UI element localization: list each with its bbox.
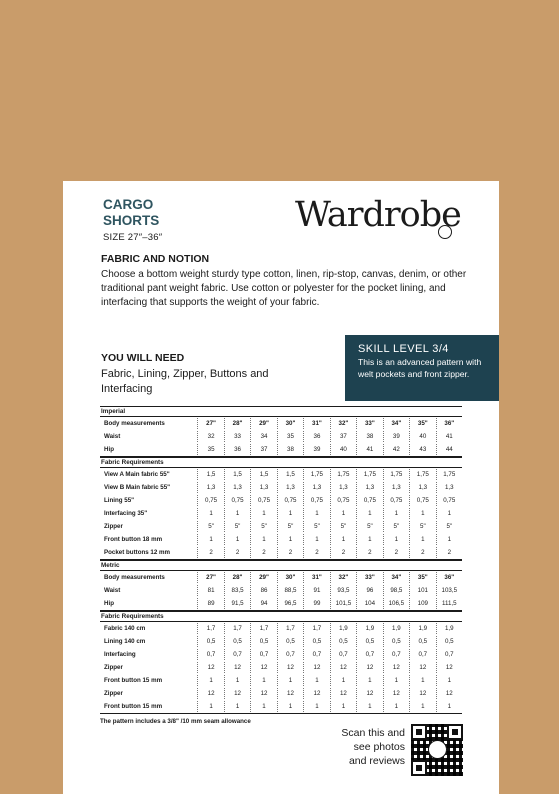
table-cell: 12 [436, 688, 462, 699]
table-cell: 0,7 [436, 649, 462, 660]
table-cell: 1,75 [436, 469, 462, 480]
row-label: Pocket buttons 12 mm [104, 549, 171, 556]
skill-text: This is an advanced pattern with welt pockets and front zipper. [358, 357, 482, 379]
table-cell: 2 [277, 547, 303, 558]
table-cell: 1 [383, 701, 409, 712]
table-cell: 12 [356, 688, 382, 699]
table-cell: 83,5 [224, 585, 250, 596]
table-cell: 0,75 [197, 495, 223, 506]
table-cell: 1 [250, 675, 276, 686]
scan-line-3: and reviews [348, 755, 405, 767]
pattern-envelope-card [63, 181, 499, 794]
table-cell: 91,5 [224, 598, 250, 609]
table-cell: 1 [409, 534, 435, 545]
table-row [100, 533, 462, 546]
skill-level-box [345, 335, 499, 401]
row-label: Front button 15 mm [104, 677, 163, 684]
table-cell: 0,75 [383, 495, 409, 506]
table-cell: 96 [356, 585, 382, 596]
table-cell: 5" [197, 521, 223, 532]
table-cell: 1 [277, 701, 303, 712]
table-row [100, 520, 462, 533]
table-cell: 12 [330, 688, 356, 699]
table-cell: 1,3 [383, 482, 409, 493]
table-cell: 1 [303, 675, 329, 686]
table-cell: 2 [197, 547, 223, 558]
table-row [100, 674, 462, 687]
table-cell: 1,3 [356, 482, 382, 493]
table-cell: 0,5 [330, 636, 356, 647]
table-section [100, 468, 462, 560]
row-label: Front button 15 mm [104, 703, 163, 710]
table-cell: 1 [197, 534, 223, 545]
table-section-header: Imperial [100, 406, 462, 417]
table-cell: 0,5 [383, 636, 409, 647]
table-row [100, 622, 462, 635]
row-label: Front button 18 mm [104, 536, 163, 543]
table-cell: 1 [383, 508, 409, 519]
seam-allowance-note: The pattern includes a 3/8" /10 mm seam allowance [100, 718, 251, 725]
table-cell: 1,7 [197, 623, 223, 634]
size-range: SIZE 27″–36″ [103, 232, 163, 243]
table-cell: 1,75 [409, 469, 435, 480]
table-cell: 1 [197, 508, 223, 519]
need-heading: YOU WILL NEED [101, 352, 185, 364]
table-cell: 36" [436, 418, 462, 429]
table-cell: 12 [303, 688, 329, 699]
table-cell: 94 [250, 598, 276, 609]
table-cell: 27" [197, 572, 223, 583]
table-row [100, 507, 462, 520]
fabric-text: Choose a bottom weight sturdy type cotton, linen, rip-stop, canvas, denim, or other traditional pant weight fabric. Use cotton or polyester for the pocket lining, and interfacing that supports the weight of your fabric. [101, 269, 467, 308]
table-cell: 1 [356, 508, 382, 519]
table-row [100, 481, 462, 494]
table-cell: 0,7 [330, 649, 356, 660]
table-cell: 0,7 [197, 649, 223, 660]
table-cell: 109 [409, 598, 435, 609]
table-cell: 98,5 [383, 585, 409, 596]
table-cell: 39 [383, 431, 409, 442]
table-cell: 103,5 [436, 585, 462, 596]
table-cell: 1,9 [383, 623, 409, 634]
table-cell: 29" [250, 418, 276, 429]
table-cell: 38 [356, 431, 382, 442]
table-cell: 111,5 [436, 598, 462, 609]
need-text: Fabric, Lining, Zipper, Buttons and Interfacing [101, 368, 269, 395]
table-cell: 1 [224, 675, 250, 686]
table-cell: 5" [277, 521, 303, 532]
table-cell: 2 [250, 547, 276, 558]
table-cell: 1 [277, 534, 303, 545]
table-cell: 1,3 [277, 482, 303, 493]
table-cell: 1 [224, 534, 250, 545]
table-cell: 12 [303, 662, 329, 673]
table-cell: 34" [383, 418, 409, 429]
table-cell: 29" [250, 572, 276, 583]
table-cell: 2 [383, 547, 409, 558]
title-line-1: CARGO [103, 197, 154, 212]
table-cell: 35" [409, 418, 435, 429]
table-cell: 0,5 [356, 636, 382, 647]
table-cell: 0,75 [330, 495, 356, 506]
qr-logo-icon [428, 740, 447, 759]
qr-eye-icon [411, 724, 427, 740]
table-cell: 12 [330, 662, 356, 673]
row-label: Zipper [104, 690, 123, 697]
table-cell: 2 [224, 547, 250, 558]
table-cell: 1 [330, 534, 356, 545]
table-cell: 38 [277, 444, 303, 455]
qr-eye-icon [447, 724, 463, 740]
table-cell: 36 [224, 444, 250, 455]
table-cell: 36" [436, 572, 462, 583]
table-cell: 0,5 [250, 636, 276, 647]
scan-text [323, 726, 405, 768]
table-cell: 12 [197, 688, 223, 699]
table-cell: 0,7 [250, 649, 276, 660]
table-cell: 12 [250, 688, 276, 699]
scan-line-1: Scan this and [341, 727, 405, 739]
table-cell: 5" [356, 521, 382, 532]
table-cell: 1,5 [250, 469, 276, 480]
brand-badge-icon [438, 225, 452, 239]
table-cell: 0,75 [277, 495, 303, 506]
table-cell: 1,9 [330, 623, 356, 634]
table-cell: 12 [409, 662, 435, 673]
table-cell: 33" [356, 572, 382, 583]
scan-line-2: see photos [353, 741, 405, 753]
table-cell: 1,3 [250, 482, 276, 493]
table-cell: 1 [303, 701, 329, 712]
table-section-header: Metric [100, 560, 462, 571]
table-cell: 0,7 [409, 649, 435, 660]
table-cell: 1 [436, 701, 462, 712]
table-cell: 99 [303, 598, 329, 609]
table-cell: 34" [383, 572, 409, 583]
table-cell: 5" [224, 521, 250, 532]
table-cell: 1 [409, 701, 435, 712]
table-section [100, 622, 462, 714]
table-cell: 28" [224, 572, 250, 583]
table-cell: 1 [330, 508, 356, 519]
row-label: View B Main fabric 55" [104, 484, 171, 491]
table-cell: 12 [277, 662, 303, 673]
table-cell: 1,9 [409, 623, 435, 634]
table-row [100, 635, 462, 648]
table-cell: 42 [383, 444, 409, 455]
fabric-heading: FABRIC AND NOTION [101, 253, 210, 265]
table-cell: 12 [436, 662, 462, 673]
table-cell: 39 [303, 444, 329, 455]
table-cell: 1 [409, 675, 435, 686]
table-cell: 35 [197, 444, 223, 455]
table-cell: 1 [303, 508, 329, 519]
row-label: Waist [104, 587, 121, 594]
table-cell: 0,75 [356, 495, 382, 506]
table-cell: 1,7 [277, 623, 303, 634]
table-cell: 86 [250, 585, 276, 596]
table-cell: 30" [277, 418, 303, 429]
row-label: Zipper [104, 664, 123, 671]
title-line-2: SHORTS [103, 213, 160, 228]
table-cell: 1,5 [277, 469, 303, 480]
table-cell: 12 [383, 662, 409, 673]
table-cell: 0,5 [409, 636, 435, 647]
table-cell: 0,75 [409, 495, 435, 506]
table-cell: 5" [383, 521, 409, 532]
table-cell: 1 [356, 534, 382, 545]
table-cell: 1,3 [197, 482, 223, 493]
table-row [100, 700, 462, 713]
table-cell: 0,5 [197, 636, 223, 647]
table-cell: 1,3 [224, 482, 250, 493]
qr-code-icon[interactable] [411, 724, 463, 776]
table-cell: 1,3 [409, 482, 435, 493]
table-cell: 88,5 [277, 585, 303, 596]
table-cell: 1 [383, 675, 409, 686]
table-cell: 33 [224, 431, 250, 442]
row-label: Interfacing 35" [104, 510, 148, 517]
table-cell: 5" [436, 521, 462, 532]
table-cell: 5" [303, 521, 329, 532]
table-cell: 1 [330, 675, 356, 686]
table-cell: 81 [197, 585, 223, 596]
row-label: Body measurements [104, 574, 165, 581]
table-row [100, 584, 462, 597]
table-cell: 1,75 [330, 469, 356, 480]
table-cell: 34 [250, 431, 276, 442]
table-cell: 91 [303, 585, 329, 596]
row-label: Lining 140 cm [104, 638, 146, 645]
table-row [100, 687, 462, 700]
table-cell: 0,7 [277, 649, 303, 660]
table-cell: 0,7 [224, 649, 250, 660]
table-cell: 44 [436, 444, 462, 455]
table-cell: 101,5 [330, 598, 356, 609]
table-cell: 2 [436, 547, 462, 558]
table-cell: 1 [303, 534, 329, 545]
table-row [100, 443, 462, 456]
table-cell: 1 [356, 675, 382, 686]
table-cell: 0,7 [383, 649, 409, 660]
table-cell: 0,5 [303, 636, 329, 647]
table-cell: 0,75 [436, 495, 462, 506]
table-cell: 1,5 [197, 469, 223, 480]
table-cell: 1 [436, 675, 462, 686]
table-cell: 12 [224, 688, 250, 699]
table-cell: 12 [277, 688, 303, 699]
row-label: Zipper [104, 523, 123, 530]
table-section-header: Fabric Requirements [100, 611, 462, 622]
table-cell: 27" [197, 418, 223, 429]
table-cell: 0,5 [224, 636, 250, 647]
table-cell: 1,75 [303, 469, 329, 480]
table-row [100, 546, 462, 559]
table-cell: 31" [303, 572, 329, 583]
table-cell: 0,7 [303, 649, 329, 660]
table-cell: 37 [250, 444, 276, 455]
table-row [100, 597, 462, 610]
table-cell: 32 [197, 431, 223, 442]
table-cell: 1 [277, 508, 303, 519]
table-cell: 40 [330, 444, 356, 455]
table-cell: 1,9 [436, 623, 462, 634]
table-row [100, 494, 462, 507]
table-cell: 1 [224, 508, 250, 519]
brand-logo: Wardrobe [295, 195, 461, 235]
table-cell: 104 [356, 598, 382, 609]
table-cell: 1 [436, 534, 462, 545]
table-cell: 5" [250, 521, 276, 532]
table-cell: 1,3 [436, 482, 462, 493]
table-cell: 2 [356, 547, 382, 558]
requirements-table [100, 406, 462, 714]
table-cell: 41 [356, 444, 382, 455]
table-cell: 5" [409, 521, 435, 532]
table-cell: 12 [383, 688, 409, 699]
table-cell: 12 [197, 662, 223, 673]
table-cell: 36 [303, 431, 329, 442]
table-cell: 96,5 [277, 598, 303, 609]
table-cell: 101 [409, 585, 435, 596]
table-cell: 1,7 [224, 623, 250, 634]
table-cell: 1,3 [330, 482, 356, 493]
table-section [100, 417, 462, 457]
table-cell: 12 [250, 662, 276, 673]
table-cell: 35 [277, 431, 303, 442]
table-cell: 106,5 [383, 598, 409, 609]
table-cell: 1,75 [383, 469, 409, 480]
table-cell: 1,7 [250, 623, 276, 634]
table-cell: 1 [409, 508, 435, 519]
table-cell: 35" [409, 572, 435, 583]
table-cell: 1 [277, 675, 303, 686]
row-label: Lining 55" [104, 497, 135, 504]
qr-eye-icon [411, 760, 427, 776]
table-cell: 32" [330, 572, 356, 583]
table-cell: 12 [409, 688, 435, 699]
row-label: Interfacing [104, 651, 136, 658]
row-label: Hip [104, 446, 114, 453]
table-cell: 1 [197, 675, 223, 686]
skill-heading: SKILL LEVEL 3/4 [358, 343, 449, 355]
table-cell: 12 [224, 662, 250, 673]
table-cell: 0,5 [277, 636, 303, 647]
table-cell: 30" [277, 572, 303, 583]
table-cell: 5" [330, 521, 356, 532]
pattern-title [103, 197, 159, 229]
table-cell: 2 [303, 547, 329, 558]
row-label: Hip [104, 600, 114, 607]
table-cell: 32" [330, 418, 356, 429]
table-cell: 37 [330, 431, 356, 442]
table-cell: 1 [436, 508, 462, 519]
row-label: Body measurements [104, 420, 165, 427]
table-section-header: Fabric Requirements [100, 457, 462, 468]
table-cell: 12 [356, 662, 382, 673]
table-row [100, 417, 462, 430]
table-cell: 2 [330, 547, 356, 558]
table-row [100, 648, 462, 661]
table-cell: 33" [356, 418, 382, 429]
table-cell: 1 [224, 701, 250, 712]
table-cell: 1 [330, 701, 356, 712]
table-cell: 31" [303, 418, 329, 429]
table-cell: 0,7 [356, 649, 382, 660]
table-cell: 1 [250, 534, 276, 545]
table-cell: 1 [250, 701, 276, 712]
row-label: Waist [104, 433, 121, 440]
table-row [100, 571, 462, 584]
table-cell: 28" [224, 418, 250, 429]
table-row [100, 430, 462, 443]
table-cell: 0,75 [250, 495, 276, 506]
row-label: Fabric 140 cm [104, 625, 146, 632]
table-cell: 0,75 [303, 495, 329, 506]
table-cell: 41 [436, 431, 462, 442]
table-cell: 0,5 [436, 636, 462, 647]
table-row [100, 468, 462, 481]
table-cell: 1,9 [356, 623, 382, 634]
table-cell: 1 [197, 701, 223, 712]
table-section [100, 571, 462, 611]
table-row [100, 661, 462, 674]
table-cell: 1,3 [303, 482, 329, 493]
table-cell: 1,75 [356, 469, 382, 480]
table-cell: 1 [356, 701, 382, 712]
row-label: View A Main fabric 55" [104, 471, 170, 478]
table-cell: 2 [409, 547, 435, 558]
table-cell: 0,75 [224, 495, 250, 506]
table-cell: 93,5 [330, 585, 356, 596]
table-cell: 1 [250, 508, 276, 519]
table-cell: 1,5 [224, 469, 250, 480]
table-cell: 89 [197, 598, 223, 609]
table-cell: 40 [409, 431, 435, 442]
table-cell: 43 [409, 444, 435, 455]
table-cell: 1 [383, 534, 409, 545]
table-cell: 1,7 [303, 623, 329, 634]
